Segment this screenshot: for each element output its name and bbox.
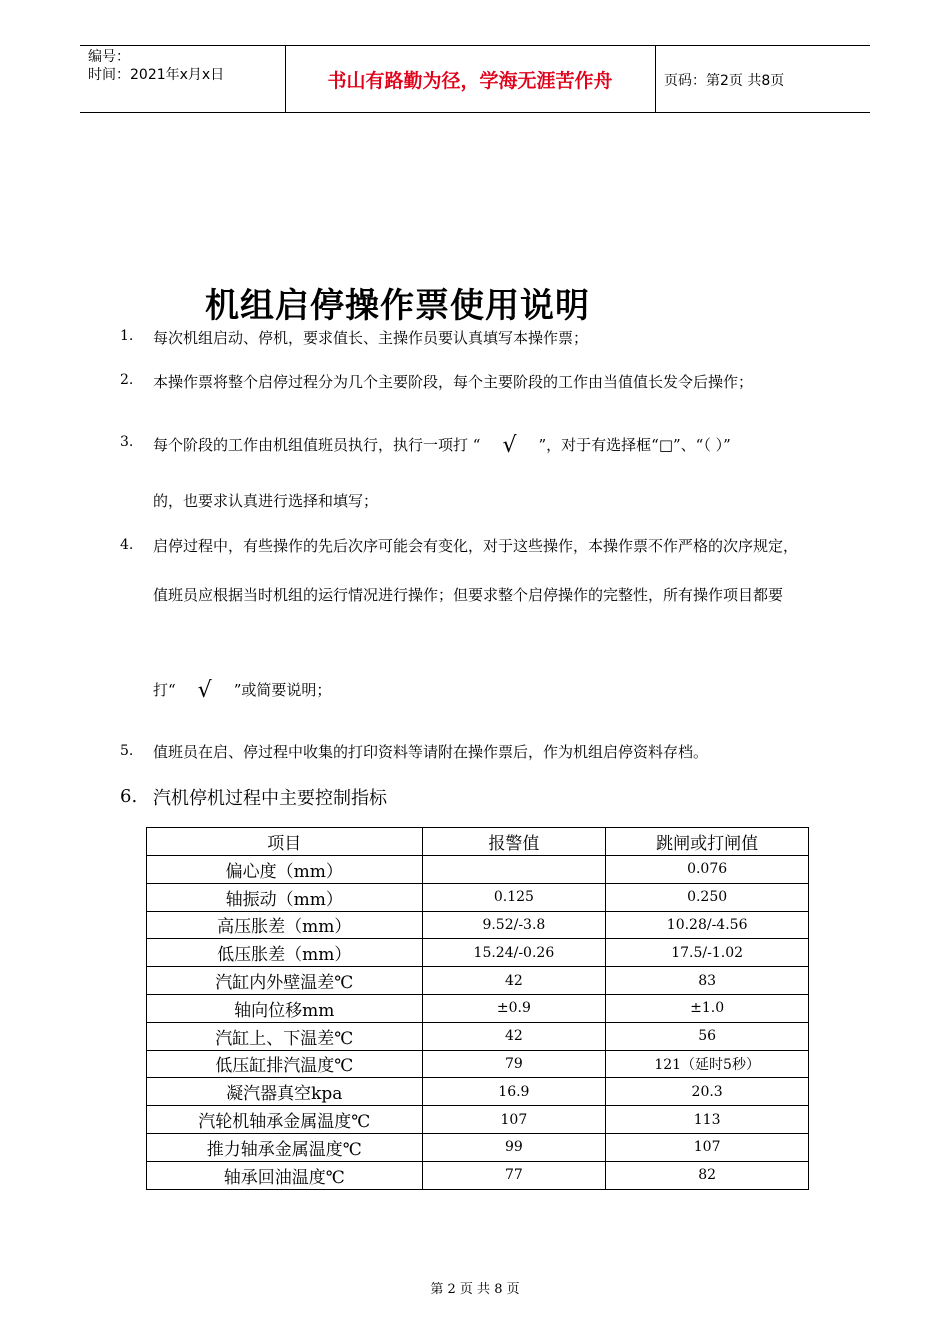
header-meta [88,48,224,84]
header-code-label: 编号： [88,49,130,65]
table-row [147,994,809,1022]
cell-trip-value: 10.28/-4.56 [606,911,809,939]
cell-trip-value: 83 [606,967,809,995]
item-text-2: 本操作票将整个启停过程分为几个主要阶段，每个主要阶段的工作由当值值长发令后操作； [153,373,754,391]
cell-alarm-value: 77 [422,1161,606,1189]
cell-item: 轴振动（mm） [147,883,423,911]
header-bottom-rule [80,112,870,113]
item-text-5: 值班员在启、停过程中收集的打印资料等请附在操作票后，作为机组启停资料存档。 [153,743,709,761]
cell-alarm-value: 107 [422,1106,606,1134]
item-number-1: 1. [120,328,134,344]
header-divider-right [655,45,656,112]
table-row [147,1022,809,1050]
table-row [147,967,809,995]
cell-alarm-value: ±0.9 [422,994,606,1022]
cell-alarm-value: 15.24/-0.26 [422,939,606,967]
header-top-rule [80,45,870,46]
table-row [147,856,809,884]
table-row [147,939,809,967]
table-header-row [147,828,809,856]
cell-alarm-value: 99 [422,1133,606,1161]
cell-alarm-value: 9.52/-3.8 [422,911,606,939]
cell-trip-value: 82 [606,1161,809,1189]
cell-alarm-value: 16.9 [422,1078,606,1106]
checkmark-glyph: √ [502,433,517,458]
table-row [147,1050,809,1078]
item-text-3-line1 [153,431,731,456]
cell-alarm-value: 79 [422,1050,606,1078]
item-number-5: 5. [120,743,134,759]
cell-item: 汽轮机轴承金属温度℃ [147,1106,423,1134]
item-text-3-line2: 的，也要求认真进行选择和填写； [153,492,379,510]
cell-item: 高压胀差（mm） [147,911,423,939]
page-title: 机组启停操作票使用说明 [205,286,590,326]
cell-item: 低压缸排汽温度℃ [147,1050,423,1078]
cell-trip-value: 113 [606,1106,809,1134]
item-text-3-part-b: ”，对于有选择框“□”、“（ ）” [538,436,731,454]
cell-trip-value: 0.076 [606,856,809,884]
header-date: 时间：2021年x月x日 [88,67,225,83]
cell-item: 偏心度（mm） [147,856,423,884]
header-page-info: 页码：第2页 共8页 [664,73,785,89]
item-text-3-part-a: 每个阶段的工作由机组值班员执行，执行一项打 “ [153,436,481,454]
item-number-3: 3. [120,434,134,450]
cell-item: 凝汽器真空kpa [147,1078,423,1106]
item-number-4: 4. [120,537,134,553]
header-motto: 书山有路勤为径，学海无涯苦作舟 [327,70,613,92]
table-row [147,1133,809,1161]
cell-trip-value: 0.250 [606,883,809,911]
section-heading: 汽机停机过程中主要控制指标 [153,788,387,809]
column-header-alarm: 报警值 [422,828,606,856]
item-text-4-part-a: 打“ [153,681,176,699]
cell-trip-value: 56 [606,1022,809,1050]
item-text-4-part-b: ”或简要说明； [233,681,332,699]
cell-alarm-value [422,856,606,884]
cell-trip-value: 107 [606,1133,809,1161]
item-text-4-line1: 启停过程中，有些操作的先后次序可能会有变化，对于这些操作，本操作票不作严格的次序规定， [153,537,799,555]
column-header-trip: 跳闸或打闸值 [606,828,809,856]
cell-item: 汽缸上、下温差℃ [147,1022,423,1050]
table-row [147,1106,809,1134]
cell-item: 轴承回油温度℃ [147,1161,423,1189]
table-row [147,1078,809,1106]
cell-trip-value: 121（延时5秒） [606,1050,809,1078]
cell-trip-value: ±1.0 [606,994,809,1022]
item-text-4-line3 [153,676,331,701]
item-text-1: 每次机组启动、停机，要求值长、主操作员要认真填写本操作票； [153,329,589,347]
item-text-4-line2: 值班员应根据当时机组的运行情况进行操作；但要求整个启停操作的完整性，所有操作项目都要 [153,586,784,604]
cell-alarm-value: 42 [422,1022,606,1050]
control-indicators-table [146,827,809,1190]
column-header-item: 项目 [147,828,423,856]
checkmark-glyph: √ [197,678,212,703]
item-number-2: 2. [120,372,134,388]
cell-trip-value: 20.3 [606,1078,809,1106]
table-row [147,1161,809,1189]
cell-item: 轴向位移mm [147,994,423,1022]
item-number-6: 6. [120,786,138,807]
page-footer: 第 2 页 共 8 页 [430,1282,520,1297]
cell-item: 推力轴承金属温度℃ [147,1133,423,1161]
cell-trip-value: 17.5/-1.02 [606,939,809,967]
cell-alarm-value: 42 [422,967,606,995]
table-row [147,883,809,911]
cell-item: 低压胀差（mm） [147,939,423,967]
cell-item: 汽缸内外壁温差℃ [147,967,423,995]
table-row [147,911,809,939]
cell-alarm-value: 0.125 [422,883,606,911]
